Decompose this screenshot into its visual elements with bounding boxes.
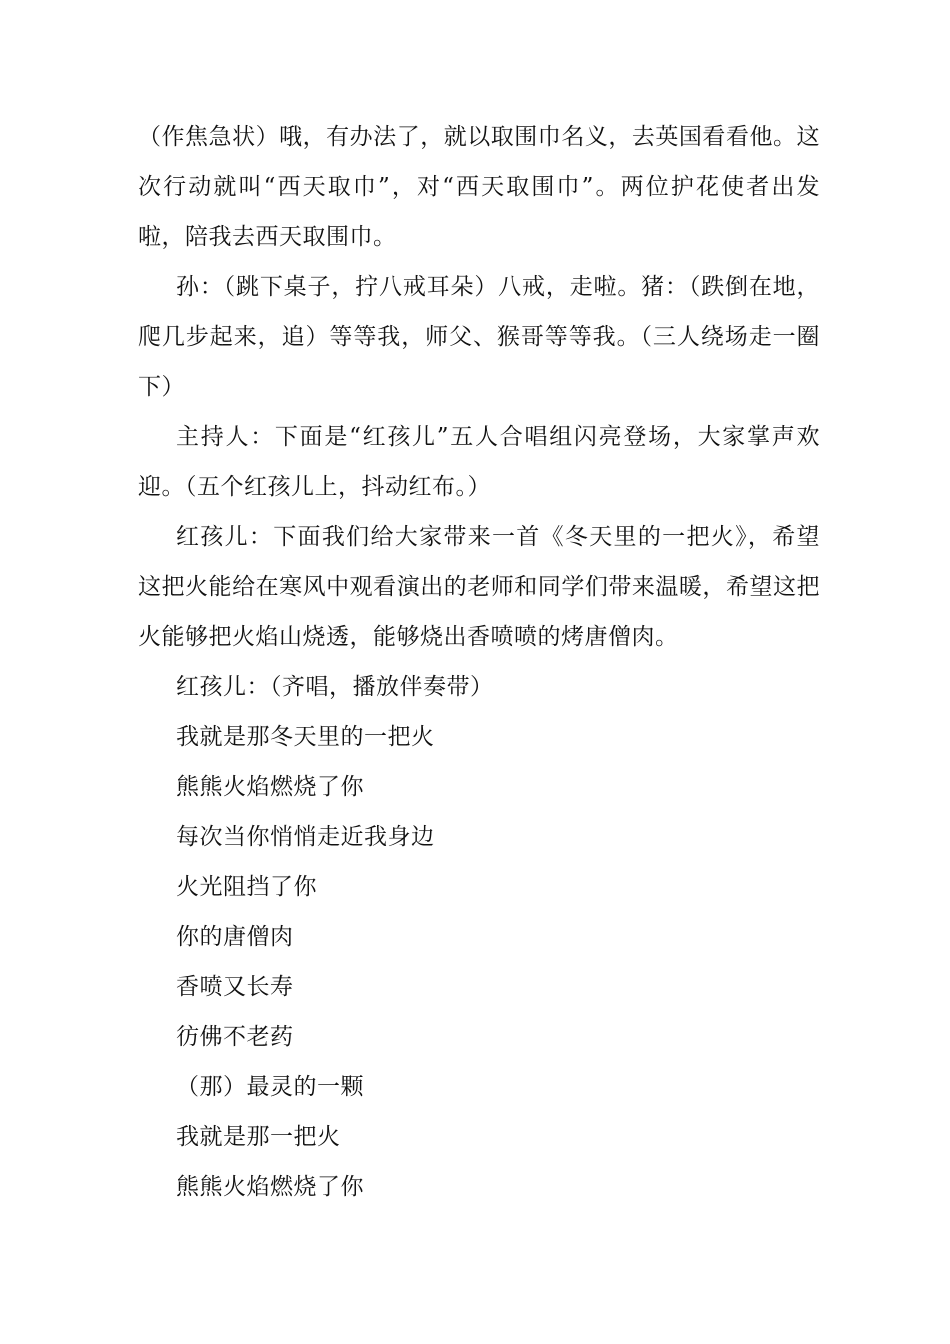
lyric-line: （那）最灵的一颗 [176, 1074, 364, 1100]
lyric-line: 我就是那冬天里的一把火 [176, 724, 435, 750]
paragraph-opening: （作焦急状）哦，有办法了，就以取围巾名义，去英国看看他。这次行动就叫“西天取巾”，对“西天取围巾”。两位护花使者出发啦，陪我去西天取围巾。 [138, 124, 820, 250]
lyric-line: 熊熊火焰燃烧了你 [176, 774, 364, 800]
lyric-line: 香喷又长寿 [176, 974, 294, 1000]
lyric-line: 我就是那一把火 [176, 1124, 341, 1150]
paragraph-honghaier-intro: 红孩儿：下面我们给大家带来一首《冬天里的一把火》，希望这把火能给在寒风中观看演出的老师和同学们带来温暖，希望这把火能够把火焰山烧透，能够烧出香喷喷的烤唐僧肉。 [138, 524, 820, 650]
lyrics-block [138, 712, 820, 1212]
lyric-line: 熊熊火焰燃烧了你 [176, 1174, 364, 1200]
lyric-line: 你的唐僧肉 [176, 924, 294, 950]
paragraph-honghaier-sing: 红孩儿：（齐唱，播放伴奏带） [176, 674, 494, 700]
lyric-line: 火光阻挡了你 [176, 874, 317, 900]
paragraph-host: 主持人：下面是“红孩儿”五人合唱组闪亮登场，大家掌声欢迎。（五个红孩儿上，抖动红布。） [138, 424, 820, 500]
document-page [138, 112, 820, 1212]
lyric-line: 每次当你悄悄走近我身边 [176, 824, 435, 850]
paragraph-sun-zhu: 孙：（跳下桌子，拧八戒耳朵）八戒，走啦。猪：（跌倒在地，爬几步起来，追）等等我，师父、猴哥等等我。（三人绕场走一圈下） [138, 274, 820, 400]
lyric-line: 彷佛不老药 [176, 1024, 294, 1050]
